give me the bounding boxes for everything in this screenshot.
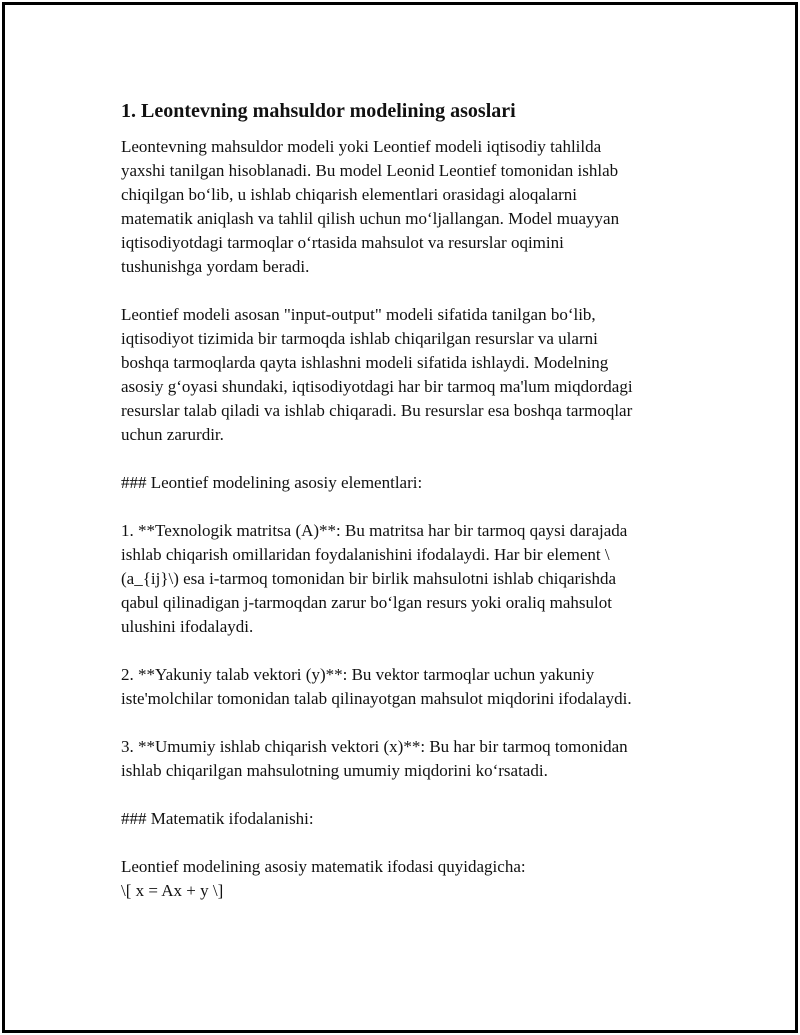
paragraph-formula: Leontief modelining asosiy matematik ifodasi quyidagicha: \[ x = Ax + y \]: [121, 857, 526, 900]
paragraph-intro: Leontevning mahsuldor modeli yoki Leontief modeli iqtisodiy tahlilda yaxshi tanilgan hisoblanadi. Bu model Leonid Leontief tomonidan ishlab chiqilgan bo‘lib, u ishlab chiqarish elementlari orasidagi aloqalarni matematik aniqlash va tahlil qilish uchun mo‘ljallangan. Model muayyan iqtisodiyotdagi tarmoqlar o‘rtasida mahsulot va resurslar oqimini tushunishga yordam beradi.: [121, 137, 620, 276]
list-item-technology-matrix: 1. **Texnologik matritsa (A)**: Bu matritsa har bir tarmoq qaysi darajada ishlab chiqarish omillaridan foydalanishini ifodalaydi. Har bir element \ (a_{ij}\) esa i-tarmoq tomonidan bir birlik mahsulotni ishlab chiqarishda qabul qilinadigan j-tarmoqdan zarur bo‘lgan resurs yoki oraliq mahsulot ulushini ifodalaydi.: [121, 521, 628, 636]
page-frame: [2, 2, 798, 1033]
section-heading-math: ### Matematik ifodalanishi:: [121, 809, 314, 828]
document-title: 1. Leontevning mahsuldor modelining asoslari: [121, 100, 516, 122]
list-item-final-demand: 2. **Yakuniy talab vektori (y)**: Bu vektor tarmoqlar uchun yakuniy iste'molchilar tomonidan talab qilinayotgan mahsulot miqdorini ifodalaydi.: [121, 665, 632, 708]
document-body: [121, 97, 681, 903]
list-item-total-output: 3. **Umumiy ishlab chiqarish vektori (x)**: Bu har bir tarmoq tomonidan ishlab chiqarilgan mahsulotning umumiy miqdorini ko‘rsatadi.: [121, 737, 628, 780]
section-heading-elements: ### Leontief modelining asosiy elementlari:: [121, 473, 423, 492]
paragraph-input-output: Leontief modeli asosan "input-output" modeli sifatida tanilgan bo‘lib, iqtisodiyot tizimida bir tarmoqda ishlab chiqarilgan resurslar va ularni boshqa tarmoqlarda qayta ishlashni modeli sifatida ishlaydi. Modelning asosiy g‘oyasi shundaki, iqtisodiyotdagi har bir tarmoq ma'lum miqdordagi resurslar talab qiladi va ishlab chiqaradi. Bu resurslar esa boshqa tarmoqlar uchun zarurdir.: [121, 305, 633, 444]
